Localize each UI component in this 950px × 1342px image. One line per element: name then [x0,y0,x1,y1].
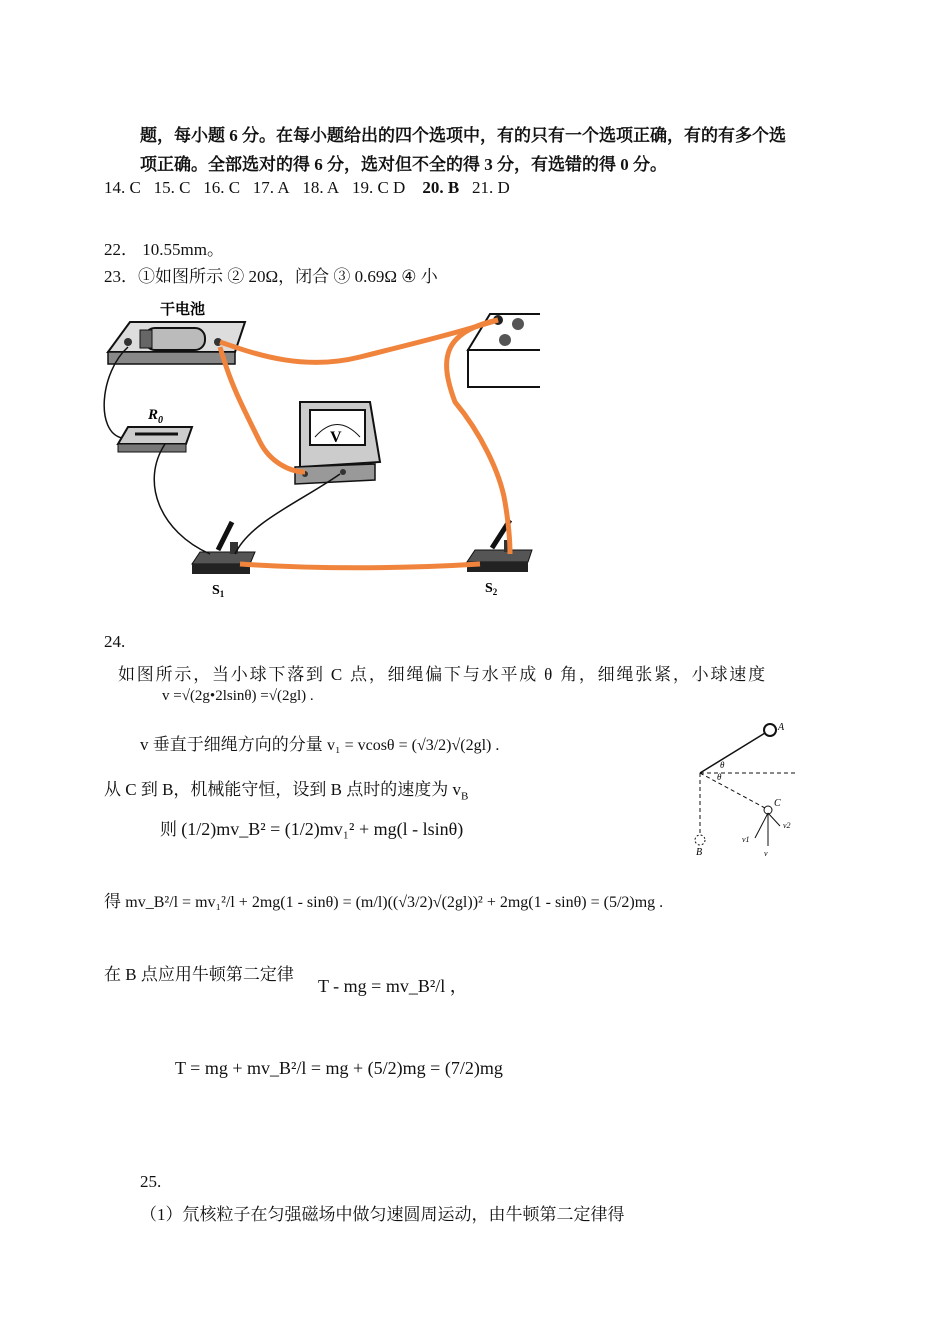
s1-label: $S_1$ [212,583,225,599]
q24-number: 24. [104,632,126,651]
wire-black-2 [154,444,210,554]
q24-line-1: 如图所示，当小球下落到 C 点，细绳偏下与水平成 θ 角，细绳张紧，小球速度 [118,665,767,684]
point-c [764,806,772,814]
resistor-r0 [118,407,192,452]
q24-eq2: v₁ = vcosθ = (√3/2)√(2gl) . [327,737,500,754]
wire-orange-4 [240,564,480,568]
svg-text:v1: v1 [742,835,750,844]
q24-line-5 [104,887,663,912]
q24-line-2-prefix: v 垂直于细绳方向的分量 [140,735,323,754]
resistor-label: $R_0$ [148,407,164,426]
label-b: B [696,847,703,858]
q23-answer: 23．①如图所示 ② 20Ω，闭合 ③ 0.69Ω ④ 小 [104,267,438,286]
battery-label: 干电池 [160,300,206,318]
q24-line-2 [140,730,499,755]
q25-line-1: （1）氘核粒子在匀强磁场中做匀速圆周运动，由牛顿第二定律得 [140,1205,625,1224]
q22-answer: 22． 10.55mm。 [104,240,224,259]
q25-number: 25. [140,1172,162,1191]
answer-19: 19. C D [351,178,406,197]
svg-text:v: v [764,849,768,858]
q24-line-3-text: 从 C 到 B，机械能守恒，设到 B 点时的速度为 v [104,780,462,799]
q24-line-4 [160,815,463,840]
label-a: A [778,722,785,733]
q24-eq5: mv_B²/l = mv₁²/l + 2mg(1 - sinθ) = (m/l)((√3/2)√(2gl))² + 2mg(1 - sinθ) = (5/2)mg . [125,894,664,911]
q24-line-3-sub: B [461,790,469,803]
answer-20: 20. B [422,178,460,197]
answer-14: 14. C [104,178,141,197]
wire-black-3 [235,474,340,554]
answer-16: 16. C [203,178,241,197]
s2-label: $S_2$ [485,581,498,597]
q24-eq6: T - mg = mv_B²/l ， [318,976,468,996]
q24-eq7: T = mg + mv_B²/l = mg + (5/2)mg = (7/2)mg [175,1058,503,1078]
label-c: C [774,798,781,809]
q24-line-3 [104,775,468,802]
intro-line-1: 题，每小题 6 分。在每小题给出的四个选项中，有的只有一个选项正确，有的有多个选 [140,126,786,145]
intro-line-2: 项正确。全部选对的得 6 分，选对但不全的得 3 分，有选错的得 0 分。 [140,155,667,174]
answer-list [104,178,510,198]
switch-s1 [192,522,255,599]
voltmeter-label: V [330,429,342,446]
answer-18: 18. A [302,178,340,197]
switch-s2 [467,520,532,597]
svg-text:v2: v2 [783,821,791,830]
answer-17: 17. A [252,178,290,197]
q24-eq4: (1/2)mv_B² = (1/2)mv₁² + mg(l - lsinθ) [181,819,464,839]
svg-text:θ: θ [717,772,722,782]
q24-line-6: 在 B 点应用牛顿第二定律 [104,965,294,984]
circuit-diagram [100,292,540,602]
answer-21: 21. D [471,178,510,197]
svg-text:θ: θ [720,760,725,770]
q24-eq1: v =√(2g•2lsinθ) =√(2gl) . [162,688,314,704]
q24-line-5-prefix: 得 [104,892,121,911]
q24-figure [680,718,810,858]
q24-line-4-prefix: 则 [160,820,177,839]
wire-orange-2 [220,347,305,472]
voltmeter [295,402,380,484]
point-a [764,724,776,736]
point-b [695,835,705,845]
answer-15: 15. C [153,178,191,197]
